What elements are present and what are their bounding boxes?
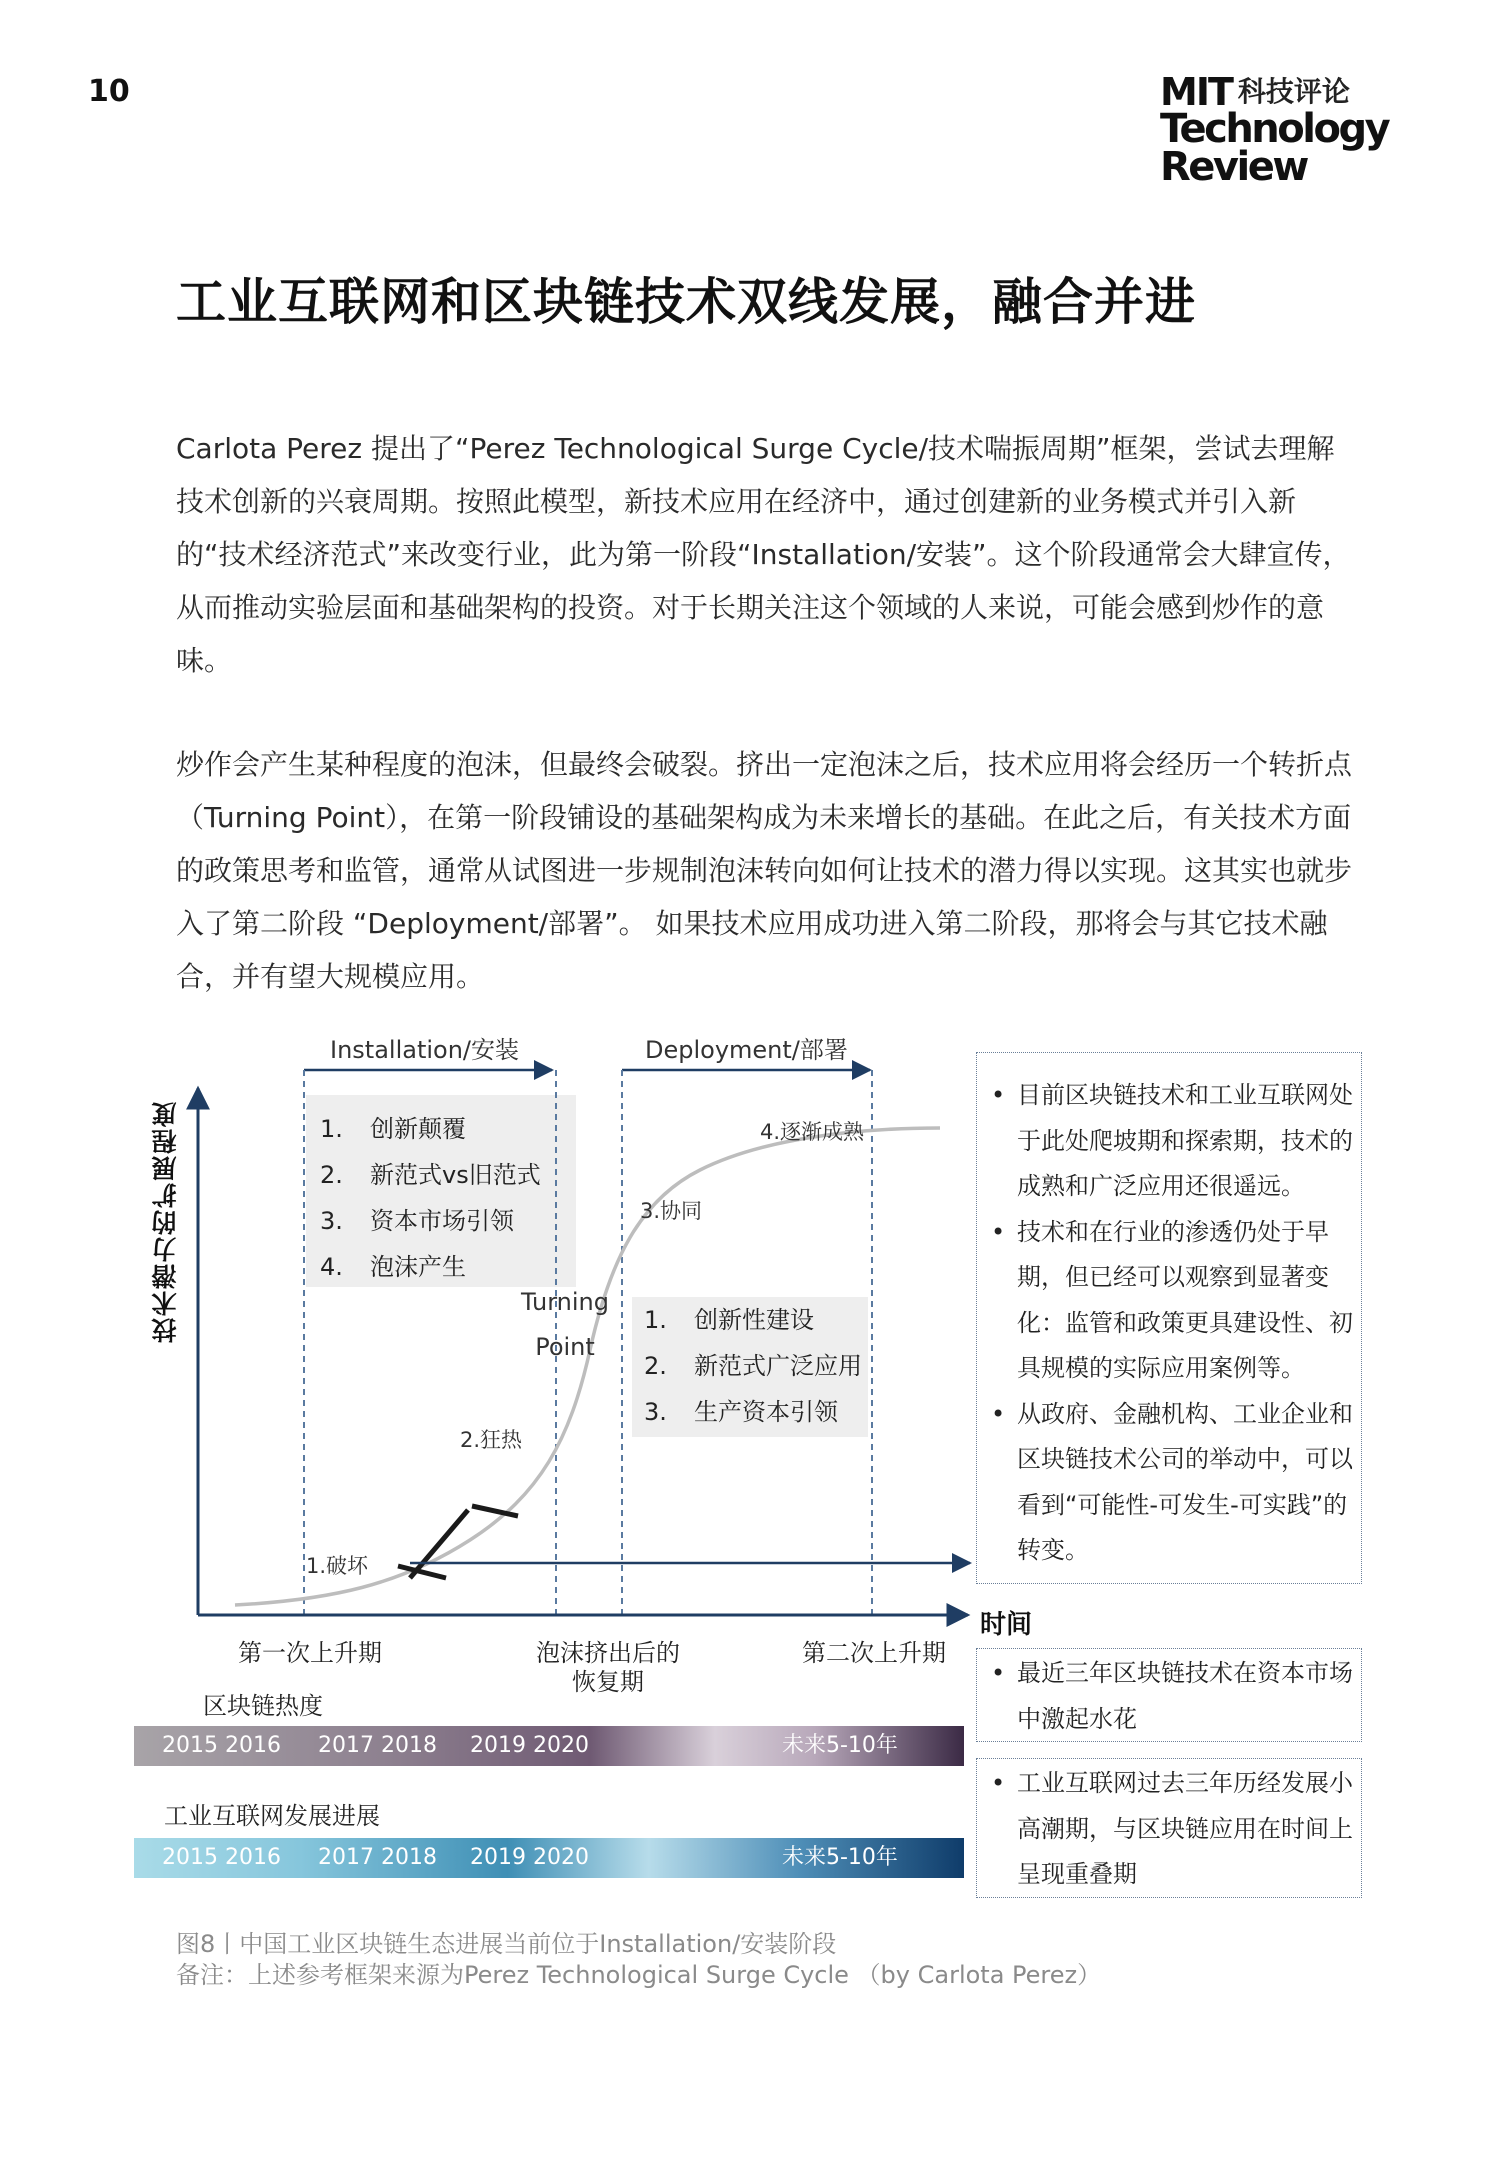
stage-3-label: 3.协同: [640, 1199, 703, 1223]
x-label-second-rise: 第二次上升期: [802, 1639, 946, 1667]
list-item: 2. 新范式广泛应用: [644, 1352, 862, 1380]
turning-point-label-1: Turning: [521, 1288, 609, 1316]
figure-note: 备注：上述参考框架来源为Perez Technological Surge Cycle （by Carlota Perez）: [176, 1961, 1102, 1989]
bar-label: 未来5-10年: [782, 1845, 898, 1870]
list-item: 3. 生产资本引领: [644, 1398, 838, 1426]
bar-iot-title: 工业互联网发展进展: [164, 1802, 380, 1830]
bar-label: 2015 2016: [162, 1845, 281, 1870]
list-item: 3. 资本市场引领: [320, 1207, 514, 1235]
bar-label: 2019 2020: [470, 1733, 589, 1758]
x-label-first-rise: 第一次上升期: [238, 1639, 382, 1667]
note-box-main: [976, 1052, 1362, 1584]
turning-marker: [410, 1510, 468, 1578]
bar-label: 2017 2018: [318, 1845, 437, 1870]
turning-point-label-2: Point: [535, 1333, 595, 1361]
note-box-blockchain: [976, 1648, 1362, 1742]
paragraph-1: Carlota Perez 提出了“Perez Technological Surge Cycle/技术喘振周期”框架，尝试去理解技术创新的兴衰周期。按照此模型，新技术应用在经济中，通过创建新的业务模式并引入新的“技术经济范式”来改变行业，此为第一阶段“Installation/安装”。这个阶段通常会大肆宣传，从而推动实验层面和基础架构的投资。对于长期关注这个领域的人来说，可能会感到炒作的意味。: [176, 432, 1351, 677]
installation-list: [320, 1106, 541, 1290]
stage-4-label: 4.逐渐成熟: [760, 1120, 865, 1144]
note-item: • 技术和在行业的渗透仍处于早期，但已经可以观察到显著变化：监管和政策更具建设性、初具规模的实际应用案例等。: [981, 1210, 1353, 1392]
deployment-list: [644, 1297, 862, 1435]
paragraph-2: 炒作会产生某种程度的泡沫，但最终会破裂。挤出一定泡沫之后，技术应用将会经历一个转折点（Turning Point），在第一阶段铺设的基础架构成为未来增长的基础。在此之后，有关技术方面的政策思考和监管，通常从试图进一步规制泡沫转向如何让技术的潜力得以实现。这其实也就步入了第二阶段 “Deployment/部署”。 如果技术应用成功进入第二阶段，那将会与其它技术融合，并有望大规模应用。: [176, 748, 1353, 993]
logo-mit: MIT: [1160, 70, 1232, 114]
note-item: • 从政府、金融机构、工业企业和区块链技术公司的举动中，可以看到“可能性-可发生-可实践”的转变。: [981, 1392, 1353, 1574]
note-item: • 工业互联网过去三年历经发展小高潮期，与区块链应用在时间上呈现重叠期: [981, 1761, 1353, 1898]
phase-installation-label: Installation/安装: [330, 1036, 520, 1064]
bar-label: 2015 2016: [162, 1733, 281, 1758]
logo-review: Review: [1160, 144, 1307, 190]
note-box-iot: [976, 1758, 1362, 1898]
x-axis-label: 时间: [980, 1610, 1033, 1640]
bar-label: 2017 2018: [318, 1733, 437, 1758]
bar-blockchain-title: 区块链热度: [203, 1692, 323, 1720]
x-label-recovery-2: 恢复期: [572, 1668, 644, 1696]
figure-caption: 图8丨中国工业区块链生态进展当前位于Installation/安装阶段: [176, 1930, 837, 1958]
phase-deployment-label: Deployment/部署: [645, 1036, 848, 1064]
list-item: 2. 新范式vs旧范式: [320, 1161, 541, 1189]
stage-2-label: 2.狂热: [460, 1428, 523, 1452]
note-item: • 最近三年区块链技术在资本市场中激起水花: [981, 1651, 1353, 1742]
logo-cn: 科技评论: [1237, 75, 1350, 108]
y-axis-label: 技术潜力的扩展程度: [151, 1100, 180, 1343]
page-number: 10: [88, 74, 130, 109]
logo-technology: Technology: [1160, 106, 1389, 152]
bar-iot: [134, 1838, 964, 1878]
list-item: 4. 泡沫产生: [320, 1253, 466, 1281]
note-item: • 目前区块链技术和工业互联网处于此处爬坡期和探索期，技术的成熟和广泛应用还很遥远。: [981, 1073, 1353, 1210]
bar-blockchain: [134, 1726, 964, 1766]
list-item: 1. 创新颠覆: [320, 1115, 466, 1143]
bar-label: 2019 2020: [470, 1845, 589, 1870]
bar-label: 未来5-10年: [782, 1733, 898, 1758]
stage-1-label: 1.破坏: [306, 1554, 369, 1578]
x-label-recovery-1: 泡沫挤出后的: [536, 1639, 680, 1667]
headline: 工业互联网和区块链技术双线发展，融合并进: [176, 273, 1196, 331]
list-item: 1. 创新性建设: [644, 1306, 814, 1334]
